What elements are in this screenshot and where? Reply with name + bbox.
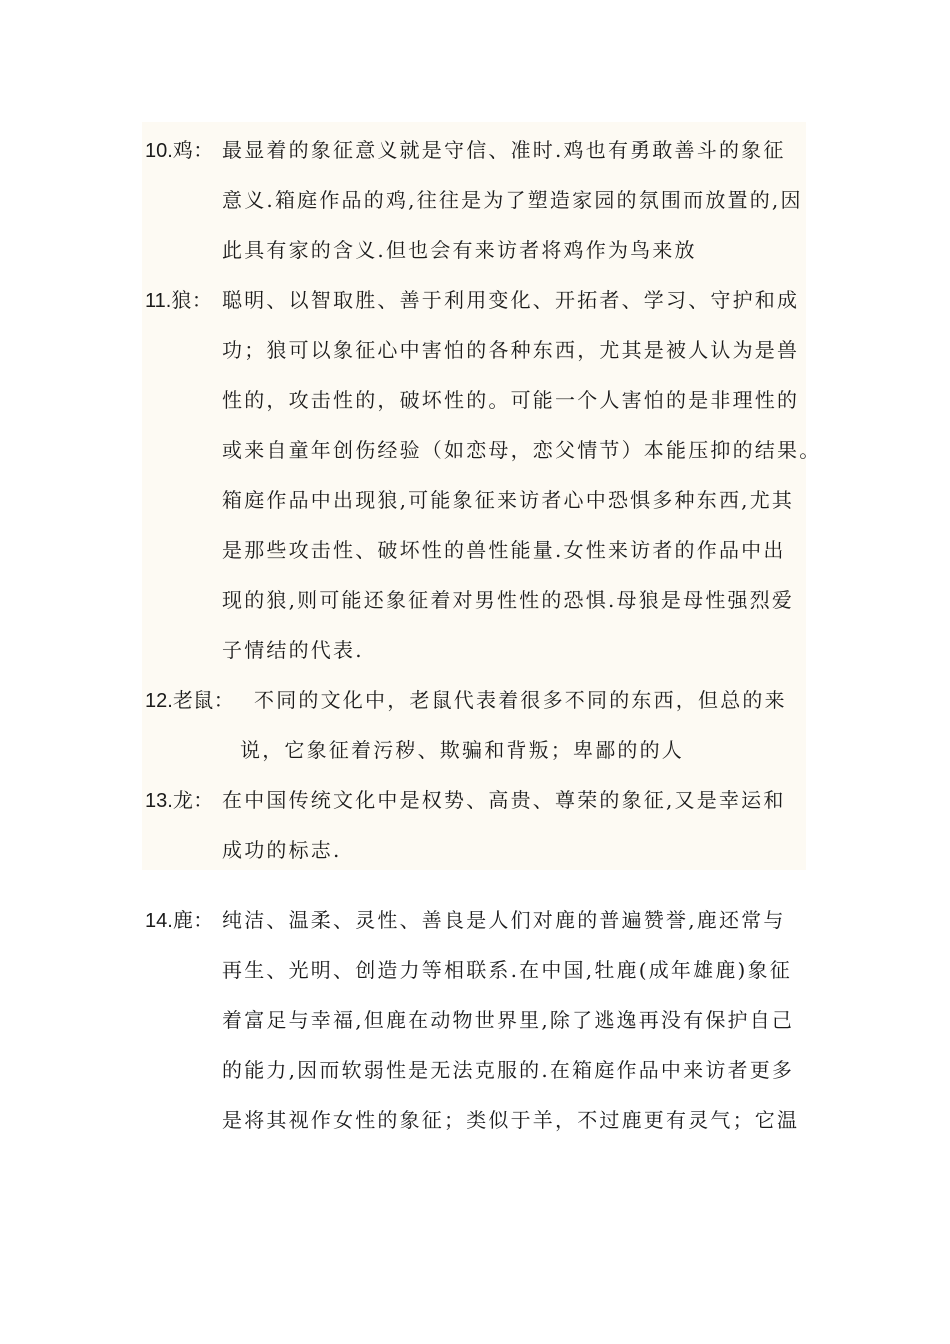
entry-text-line: 性的，攻击性的，破坏性的。可能一个人害怕的是非理性的	[222, 388, 800, 412]
entry-text-line: 是那些攻击性、破坏性的兽性能量.女性来访者的作品中出	[222, 538, 786, 562]
entry-text-line: 是将其视作女性的象征；类似于羊，不过鹿更有灵气；它温	[222, 1108, 800, 1132]
entry-text-line: 箱庭作品中出现狼,可能象征来访者心中恐惧多种东西,尤其	[222, 488, 795, 512]
entry-text-line: 说，它象征着污秽、欺骗和背叛；卑鄙的的人	[240, 738, 684, 762]
entry-heading	[145, 134, 214, 166]
entry-term: 老鼠：	[172, 688, 235, 712]
entry-text-line: 此具有家的含义.但也会有来访者将鸡作为鸟来放	[222, 238, 697, 262]
entry-text-line: 现的狼,则可能还象征着对男性性的恐惧.母狼是母性强烈爱	[222, 588, 795, 612]
entry-text-line: 意义.箱庭作品的鸡,往往是为了塑造家园的氛围而放置的,因	[222, 188, 803, 212]
entry-text-line: 成功的标志.	[222, 838, 342, 862]
entry-heading	[145, 904, 214, 936]
entry-heading	[145, 284, 212, 316]
entry-term: 龙：	[172, 788, 214, 812]
entry-text-line: 功；狼可以象征心中害怕的各种东西，尤其是被人认为是兽	[222, 338, 800, 362]
entry-text-line: 的能力,因而软弱性是无法克服的.在箱庭作品中来访者更多	[222, 1058, 795, 1082]
entry-text-line: 聪明、以智取胜、善于利用变化、开拓者、学习、守护和成	[222, 288, 800, 312]
entry-heading	[145, 684, 234, 716]
entry-text-line: 或来自童年创伤经验（如恋母，恋父情节）本能压抑的结果。	[222, 438, 822, 462]
entry-number: 13.	[145, 790, 173, 812]
entry-term: 鹿：	[172, 908, 214, 932]
entry-text-line: 着富足与幸福,但鹿在动物世界里,除了逃逸再没有保护自己	[222, 1008, 795, 1032]
entry-text-line: 纯洁、温柔、灵性、善良是人们对鹿的普遍赞誉,鹿还常与	[222, 908, 786, 932]
entry-number: 12.	[145, 690, 173, 712]
entry-number: 11.	[145, 290, 172, 312]
entry-text-line: 再生、光明、创造力等相联系.在中国,牡鹿(成年雄鹿)象征	[222, 958, 792, 982]
entry-heading	[145, 784, 214, 816]
entry-text-line: 最显着的象征意义就是守信、准时.鸡也有勇敢善斗的象征	[222, 138, 786, 162]
entry-number: 14.	[145, 910, 173, 932]
entry-text-line: 在中国传统文化中是权势、高贵、尊荣的象征,又是幸运和	[222, 788, 786, 812]
entry-term: 鸡：	[172, 138, 214, 162]
entry-number: 10.	[145, 140, 173, 162]
entry-text-line: 子情结的代表.	[222, 638, 364, 662]
entry-text-line: 不同的文化中，老鼠代表着很多不同的东西，但总的来	[254, 688, 787, 712]
entry-term: 狼：	[171, 288, 213, 312]
